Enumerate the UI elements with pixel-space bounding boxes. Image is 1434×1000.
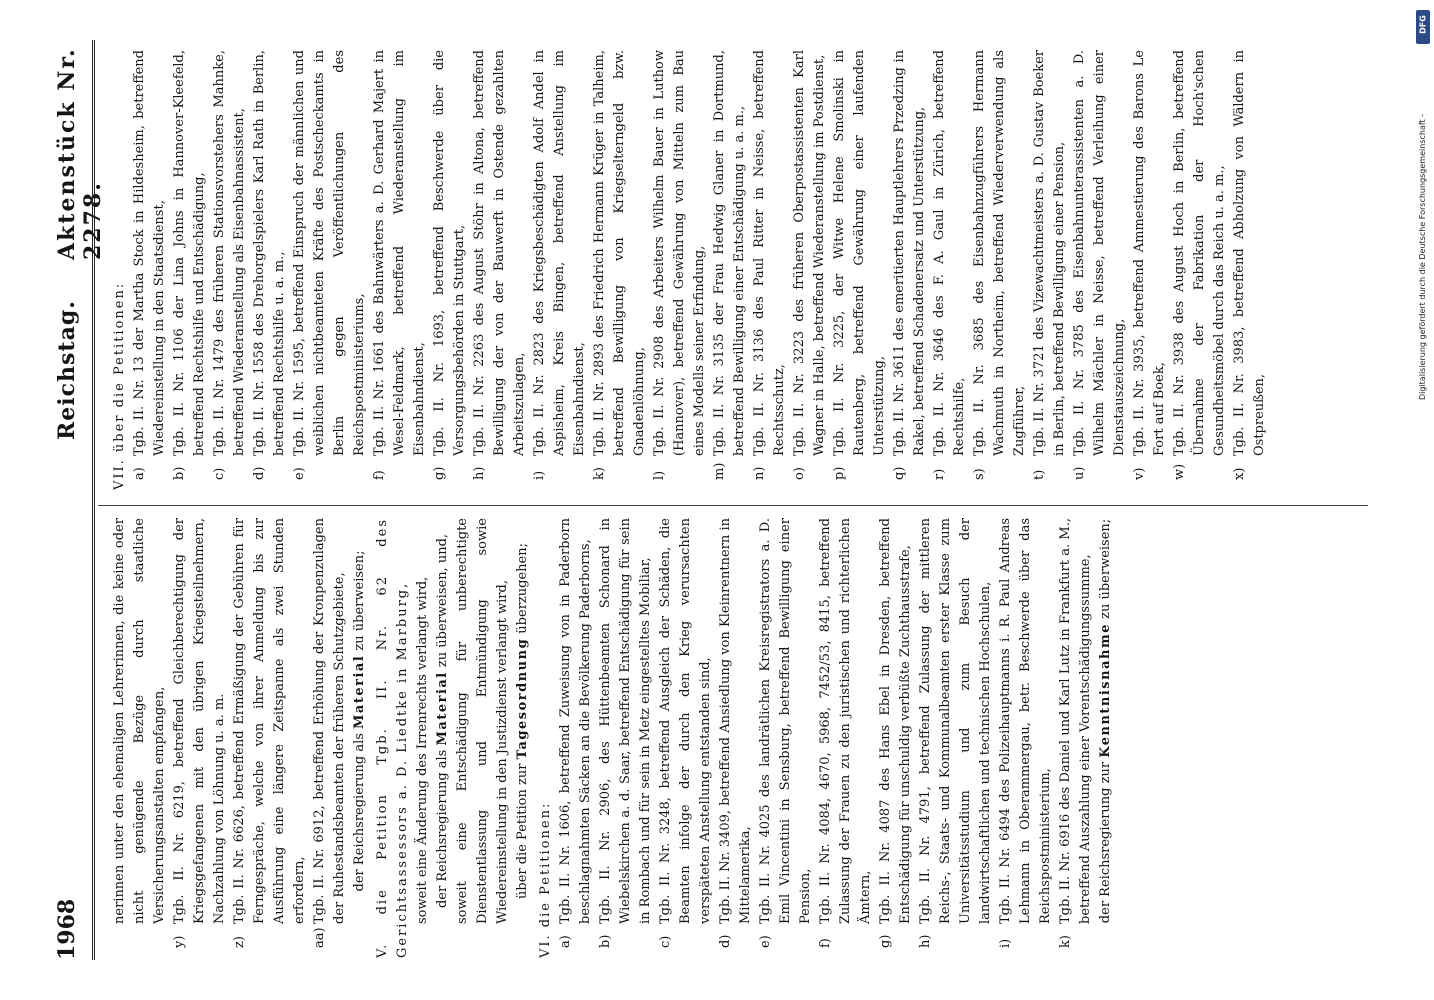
digitization-credit: Digitalisierung gefördert durch die Deutsche Forschungsgemeinschaft - (1418, 113, 1427, 400)
petition-item-label: p) (832, 466, 847, 480)
petition-item-text: Tgb. II. Nr. 3721 des Vizewachtmeisters a. D. Gustav Boeker in Berlin, betreffend Bewilligung einer Pension, (1032, 50, 1067, 456)
petition-item (1056, 518, 1096, 948)
section-vi (536, 518, 1116, 958)
petition-item (590, 50, 650, 480)
petition-item (250, 50, 290, 480)
petition-item (370, 50, 430, 480)
petition-item-text: Tgb. II. Nr. 1606, betreffend Zuweisung von in Paderborn beschlagnahmten Säcken an die Bevölkerung Paderborns, (558, 518, 593, 924)
petition-item-label: r) (932, 468, 947, 480)
petition-item-text: Tgb. II. Nr. 6494 des Polizeihauptmanns i. R. Paul Andreas Lehmann in Oberammergau, betr. Beschwerde über das Reichspostministerium, (998, 518, 1053, 924)
petition-item-label: u) (1072, 466, 1087, 480)
petition-item-text: Tgb. II. Nr. 1595, betreffend Einspruch der männlichen und weiblichen nichtbeamteten Kräfte des Postscheckamts in Berlin gegen Veröffentlichungen des Reichspostministeriums, (292, 50, 367, 456)
petition-item (210, 50, 250, 480)
decision-b-text-end: zu überweisen; (1098, 518, 1113, 619)
petition-item-label: aa) (312, 927, 327, 948)
column-divider (98, 505, 1368, 506)
petition-item-label: h) (918, 934, 933, 948)
petition-item (930, 50, 970, 480)
petition-item-label: g) (432, 466, 447, 480)
petition-item-text: Tgb. II. Nr. 3983, betreffend Abholzung von Wäldern in Ostpreußen, (1232, 50, 1267, 456)
decision-b (1096, 518, 1116, 924)
page-number: 1968 (54, 898, 80, 960)
page-header (46, 40, 106, 960)
petition-item-text: Tgb. II. Nr. 4087 des Hans Ebel in Dresden, betreffend Entschädigung für unschuldig verbüßte Zuchthausstrafe, (878, 518, 913, 924)
petition-item-label: x) (1232, 467, 1247, 480)
petition-item-text: Tgb. II. Nr. 4084, 4670, 5968, 7452/53, 8415, betreffend Zulassung der Frauen zu den juristischen und richterlichen Ämtern, (818, 518, 873, 924)
petition-item (790, 50, 830, 480)
petition-item (756, 518, 816, 948)
petition-item (876, 518, 916, 948)
petition-item-text: Tgb. II. Nr. 3938 des August Hoch in Berlin, betreffend Übernahme der Fabrikation der Hoch'schen Gesundheitsmöbel durch das Reich u. a. m., (1172, 50, 1227, 456)
petition-item-label: c) (658, 935, 673, 948)
section-v-clause-1: soweit eine Änderung des Irrenrechts verlangt wird, (415, 576, 430, 924)
section-v-clause-2: soweit eine Entschädigung für unberechtigte Dienstentlassung und Entmündigung sowie Wiedereinstellung in den Justizdienst verlangt wird, (455, 518, 510, 924)
petition-list-a (170, 518, 350, 958)
petition-item-text: Tgb. II. Nr. 6626, betreffend Ermäßigung der Gebühren für Ferngespräche, welche von ihrer Anmeldung bis zur Ausführung eine längere Zeitspanne als zwei Stunden erfordern, (232, 518, 307, 924)
dfg-logo-text: DFG (1418, 15, 1428, 34)
petition-item (1130, 50, 1170, 480)
petition-item-text: Tgb. II. Nr. 6219, betreffend Gleichberechtigung der Kriegsgefangenen mit den übrigen Kriegsteilnehmern, Nachzahlung von Löhnung u. a. m. (172, 518, 227, 924)
petition-item-label: n) (752, 466, 767, 480)
petition-item-text: Tgb. II. Nr. 4791, betreffend Zulassung der mittleren Reichs-, Staats- und Kommunalbeamten erster Klasse zum Universitätsstudium und zum Besuch der landwirtschaftlichen und technischen Hochschulen, (918, 518, 993, 924)
petition-item (1070, 50, 1130, 480)
petition-item-label: s) (972, 468, 987, 480)
petition-item-text: Tgb. II. Nr. 2263 des August Stöhr in Altona, betreffend Bewilligung der von der Bauwerft in Ostende gezahlten Arbeitszulagen, (472, 50, 527, 456)
section-v-decision-2 (513, 518, 533, 924)
header-rule (92, 40, 95, 960)
document-number: Aktenstück Nr. 2278. (54, 47, 106, 260)
petition-item-text: Tgb. II. Nr. 2893 des Friedrich Hermann Krüger in Talheim, betreffend Bewilligung von Kriegselterngeld bzw. Gnadenlöhnung, (592, 50, 647, 456)
petition-item-text: Tgb. II. Nr. 1558 des Drehorgelspielers Karl Rath in Berlin, betreffend Rechtshilfe u. a. m., (252, 50, 287, 456)
decision-b-keyword: Kenntnisnahme (1098, 623, 1113, 758)
petition-item-text: Tgb. II. Nr. 3409, betreffend Ansiedlung von Kleinrentnern in Mittelamerika, (718, 518, 753, 924)
petition-list-c (130, 50, 1270, 490)
petition-item-text: Tgb. II. Nr. 3611 des emeritierten Hauptlehrers Przedzing in Rakel, betreffend Schadenersatz und Unterstützung, (892, 50, 927, 456)
petition-item (710, 50, 750, 480)
petition-item (230, 518, 310, 948)
section-v-heading: V. die Petition Tgb. II. Nr. 62 des Gerichtsassessors a. D. Liedtke in Marburg, (375, 518, 410, 958)
petition-item-text: Tgb. II. Nr. 6916 des Daniel und Karl Lutz in Frankfurt a. M., betreffend Auszahlung einer Vorentschädigungssumme, (1058, 518, 1093, 924)
decision-a-keyword: Material (352, 654, 367, 729)
petition-item (916, 518, 996, 948)
petition-item (310, 518, 350, 948)
section-v-decision-1-end: zu überweisen, und, (435, 533, 450, 668)
petition-item (716, 518, 756, 948)
petition-item-text: Tgb. II. Nr. 1106 der Lina Johns in Hannover-Kleefeld, betreffend Rechtshilfe und Entschädigung, (172, 50, 207, 456)
section-v-decision-2-text: über die Petition zur (515, 763, 530, 899)
petition-item (290, 50, 370, 480)
petition-item-label: b) (598, 934, 613, 948)
digitization-sidebar (1415, 10, 1431, 990)
section-v-decision-1-text: der Reichsregierung als (435, 749, 450, 909)
decision-b-text: der Reichsregierung zur (1098, 761, 1113, 924)
decision-a-text-end: zu überweisen; (352, 550, 367, 651)
petition-item-label: k) (1058, 935, 1073, 948)
petition-item-text: Tgb. II. Nr. 6912, betreffend Erhöhung der Kronpenzulagen der Ruhestandsbeamten der früheren Schutzgebiete, (312, 518, 347, 924)
petition-item (970, 50, 1030, 480)
section-vii-heading: VII. über die Petitionen: (112, 281, 127, 490)
petition-item-text: Tgb. II. Nr. 3136 des Paul Ritter in Neisse, betreffend Rechtsschutz, (752, 50, 787, 456)
petition-item-label: i) (998, 938, 1013, 948)
section-vi-heading: VI. die Petitionen: (538, 801, 553, 958)
petition-item (170, 518, 230, 948)
petition-item-text: Tgb. II. Nr. 3685 des Eisenbahnzugführers Hermann Wachmuth in Northeim, betreffend Wiederverwendung als Zugführer, (972, 50, 1027, 456)
petition-item-text: Tgb. II. Nr. 3935, betreffend Ammestierung des Barons Le Fort auf Boek, (1132, 50, 1167, 456)
petition-item-label: w) (1172, 463, 1187, 480)
petition-item-text: Tgb. II. Nr. 13 der Martha Stock in Hildesheim, betreffend Wiedereinstellung in den Staatsdienst, (132, 50, 167, 456)
petition-item-label: t) (1032, 469, 1047, 480)
petition-item (470, 50, 530, 480)
section-v-decision-2-end: überzugehen; (515, 543, 530, 634)
petition-item (1230, 50, 1270, 480)
petition-item-label: b) (172, 466, 187, 480)
petition-item (530, 50, 590, 480)
petition-item (130, 50, 170, 480)
petition-item (656, 518, 716, 948)
petition-item-label: e) (758, 935, 773, 948)
petition-item-label: c) (212, 467, 227, 480)
petition-item-label: q) (892, 466, 907, 480)
rotated-page (40, 18, 1420, 978)
page-title: Reichstag. (54, 300, 80, 440)
petition-item-text: Tgb. II. Nr. 4025 des landrätlichen Kreisregistrators a. D. Emil Vincentini in Sensburg, betreffend Bewilligung einer Pension, (758, 518, 813, 924)
petition-item-label: a) (558, 935, 573, 948)
left-column (110, 518, 1410, 958)
petition-item (170, 50, 210, 480)
decision-a-text: der Reichsregierung als (352, 733, 367, 892)
decision-a (350, 518, 370, 924)
petition-item-label: d) (718, 934, 733, 948)
petition-item-label: z) (232, 936, 247, 948)
petition-item-label: e) (292, 467, 307, 480)
petition-item (890, 50, 930, 480)
petition-item-text: Tgb. II. Nr. 3225, der Witwe Helene Smolinski in Rautenberg, betreffend Gewährung einer laufenden Unterstützung, (832, 50, 887, 456)
petition-item-text: Tgb. II. Nr. 3135 der Frau Hedwig Glaner in Dortmund, betreffend Bewilligung einer Entschädigung u. a. m., (712, 50, 747, 456)
petition-item-text: Tgb. II. Nr. 2908 des Arbeiters Wilhelm Bauer in Luthow (Hannover), betreffend Gewährung von Mitteln zum Bau eines Modells seiner Erfindung, (652, 50, 707, 456)
petition-item (750, 50, 790, 480)
petition-item (830, 50, 890, 480)
intro-text: nerinnen unter den ehemaligen Lehrerinnen, die keine oder nicht genügende Bezüge durch staatliche Versicherungsanstalten empfangen, (112, 518, 167, 924)
petition-item-label: h) (472, 466, 487, 480)
petition-item-text: Tgb. II. Nr. 1661 des Bahnwärters a. D. Gerhard Majert in Wesel-Feldmark, betreffend Wiederanstellung im Eisenbahndienst, (372, 50, 427, 456)
section-v-decision-1-keyword: Material (435, 671, 450, 746)
petition-item-label: v) (1132, 467, 1147, 480)
petition-list-b (556, 518, 1096, 958)
petition-item (430, 50, 470, 480)
petition-item-label: g) (878, 934, 893, 948)
petition-item-text: Tgb. II. Nr. 1693, betreffend Beschwerde über die Versorgungsbehörden in Stuttgart, (432, 50, 467, 456)
petition-item-label: f) (372, 470, 387, 480)
petition-item-label: l) (652, 470, 667, 480)
petition-item-text: Tgb. II. Nr. 2823 des Kriegsbeschädigten Adolf Andel in Aspisheim, Kreis Bingen, betreffend Anstellung im Eisenbahndienst, (532, 50, 587, 456)
petition-item-label: m) (712, 462, 727, 480)
section-v (373, 518, 533, 958)
petition-item (596, 518, 656, 948)
petition-item (1170, 50, 1230, 480)
petition-item-text: Tgb. II. Nr. 2906, des Hüttenbeamten Schonard in Wiebelskirchen a. d. Saar, betreffend Entschädigung für sein in Rombach und für sein in Metz eingestelltes Mobiliar, (598, 518, 653, 924)
petition-item (650, 50, 710, 480)
petition-item-text: Tgb. II. Nr. 3248, betreffend Ausgleich der Schäden, die Beamten infolge der durch den Krieg verursachten verspäteten Anstellung entstanden sind, (658, 518, 713, 924)
petition-item-label: f) (818, 938, 833, 948)
petition-item (996, 518, 1056, 948)
petition-item-label: a) (132, 467, 147, 480)
right-column (110, 50, 1410, 490)
petition-item-label: o) (792, 467, 807, 480)
petition-item (1030, 50, 1070, 480)
petition-item-label: i) (532, 470, 547, 480)
petition-item-text: Tgb. II. Nr. 1479 des früheren Stationsvorstehers Mahnke, betreffend Wiederanstellung als Eisenbahnassistent, (212, 50, 247, 456)
petition-item-text: Tgb. II. Nr. 3646 des F. A. Gaul in Zürich, betreffend Rechtshilfe, (932, 50, 967, 456)
dfg-logo-icon (1416, 10, 1430, 44)
petition-item-text: Tgb. II. Nr. 3223 des früheren Oberpostassistenten Karl Wagner in Halle, betreffend Wiederanstellung im Postdienst, (792, 50, 827, 456)
petition-item-label: y) (172, 935, 187, 948)
petition-item-label: d) (252, 466, 267, 480)
section-v-decision-1 (433, 518, 453, 924)
section-v-decision-2-keyword: Tagesordnung (515, 637, 530, 760)
petition-item-label: k) (592, 467, 607, 480)
petition-item (556, 518, 596, 948)
petition-item (816, 518, 876, 948)
petition-item-text: Tgb. II. Nr. 3785 des Eisenbahnunterassistenten a. D. Wilhelm Mächler in Neisse, betreffend Verleihung einer Dienstauszeichnung, (1072, 50, 1127, 456)
